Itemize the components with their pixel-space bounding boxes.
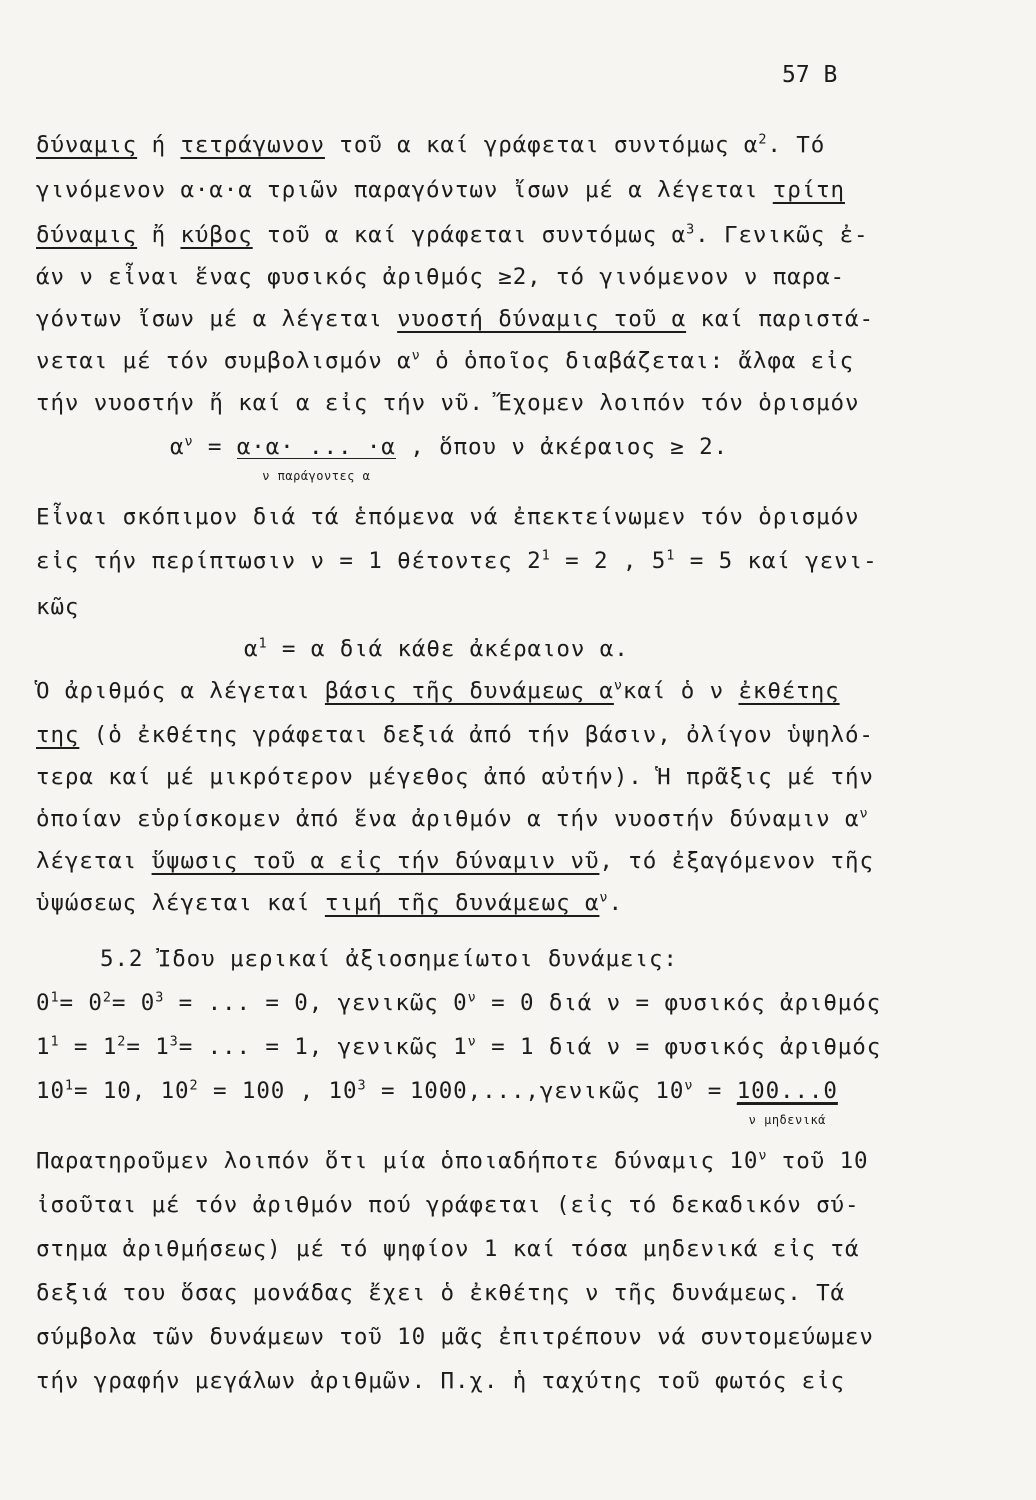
term-dynamis-2: δύναμις xyxy=(36,222,138,248)
text-line-6: νεται μέ τόν συμβολισμόν $\alpha^\nu$ ὁ ὁποῖος διαβάζεται: ἄλφα εἰς xyxy=(36,347,855,374)
text-line-25: στημα ἀριθμήσεως) μέ τό ψηφίον 1 καί τόσα μηδενικά εἰς τά xyxy=(36,1236,860,1262)
text-line-2: γινόμενον α·α·α τριῶν παραγόντων ἴσων μέ α λέγεται τρίτη xyxy=(36,177,845,203)
text-line-24: ἰσοῦται μέ τόν ἀριθμόν πού γράφεται (εἰς τό δεκαδικόν σύ- xyxy=(36,1192,860,1218)
underbrace-factors: α·α· ... ·α ν παράγοντες α xyxy=(237,432,396,462)
term-tis: της xyxy=(36,722,80,748)
term-kyvos: κύβος xyxy=(180,222,253,248)
powers-of-zero: $0^1= 0^2= 0^3$ = ... = 0, γενικῶς $0^\nu = 0$ διά ν = φυσικός ἀριθμός xyxy=(36,989,882,1016)
text-line-13: Ὁ ἀριθμός α λέγεται βάσις τῆς δυνάμεως $\alpha^\nu\kappa\alpha ί$ ὁ ν ἐκθέτης xyxy=(36,677,840,704)
powers-of-ten: $10^1= 10$, $10^2 = 100$ , $10^3$ = 1000,...,γενικῶς $10^\nu = 100...0$ ν μηδενικά xyxy=(36,1076,1000,1106)
powers-of-one: $1^1 = 1^2= 1^3=$ ... = 1, γενικῶς $1^\nu = 1$ διά ν = φυσικός ἀριθμός xyxy=(36,1033,882,1060)
formula-definition: $\alpha^\nu = \alpha\cdot\alpha\cdot$ ... ·α ν παράγοντες α , ὅπου ν ἀκέραιος ≥ 2. xyxy=(170,432,970,462)
text-line-23: Παρατηροῦμεν λοιπόν ὅτι μία ὁποιαδήποτε δύναμις $10^\nu$ τοῦ 10 xyxy=(36,1147,869,1174)
text-line-17: λέγεται ὕψωσις τοῦ α εἰς τήν δύναμιν νῦ, τό ἐξαγόμενον τῆς xyxy=(36,848,874,874)
text-line-11: κῶς xyxy=(36,594,80,620)
text-line-4: άν ν εἶναι ἕνας φυσικός ἀριθμός ≥2, τό γινόμενον ν παρα- xyxy=(36,264,845,290)
term-timi: τιμή τῆς δυνάμεως α xyxy=(324,890,600,916)
formula-a-one: $\alpha^1 = \alpha$ διά κάθε ἀκέραιον α. xyxy=(244,635,629,662)
text-line-15: τερα καί μέ μικρότερον μέγεθος ἀπό αὐτήν). Ἡ πρᾶξις μέ τήν xyxy=(36,764,874,790)
term-ekthetis: ἐκθέτης xyxy=(738,678,840,704)
underbrace-zeros: 100...0 ν μηδενικά xyxy=(737,1076,838,1106)
text-line-27: σύμβολα τῶν δυνάμεων τοῦ 10 μᾶς ἐπιτρέπουν νά συντομεύωμεν xyxy=(36,1324,874,1350)
text-line-26: δεξιά του ὅσας μονάδας ἔχει ὁ ἐκθέτης ν τῆς δυνάμεως. Τά xyxy=(36,1280,845,1306)
term-triti: τρίτη xyxy=(772,177,845,203)
text-line-5: γόντων ἴσων μέ α λέγεται νυοστή δύναμις τοῦ α καί παριστά- xyxy=(36,306,874,332)
term-vasis: βάσις τῆς δυνάμεως α xyxy=(324,678,614,704)
underbrace-label: ν παράγοντες α xyxy=(237,458,396,491)
text-line-14: της (ὁ ἐκθέτης γράφεται δεξιά ἀπό τήν βάσιν, ὀλίγον ὑψηλό- xyxy=(36,722,874,748)
text-line-18: ὑψώσεως λέγεται καί τιμή τῆς δυνάμεως $\alpha^\nu$. xyxy=(36,889,623,916)
page-number: 57 B xyxy=(782,62,838,88)
term-nyosti-dynamis: νυοστή δύναμις τοῦ α xyxy=(397,306,687,332)
text-line-28: τήν γραφήν μεγάλων ἀριθμῶν. Π.χ. ἡ ταχύτης τοῦ φωτός εἰς xyxy=(36,1368,845,1394)
text-line-7: τήν νυοστήν ἤ καί α εἰς τήν νῦ. Ἔχομεν λοιπόν τόν ὁρισμόν xyxy=(36,390,860,416)
term-ypsosis: ὕψωσις τοῦ α εἰς τήν δύναμιν νῦ xyxy=(151,848,600,874)
text-line-10: εἰς τήν περίπτωσιν ν = 1 θέτοντες $2^1 = 2$ , $5^1 = 5$ καί γενι- xyxy=(36,547,878,574)
term-dynamis: δύναμις xyxy=(36,132,138,158)
text-line-1: δύναμις ή τετράγωνον τοῦ α καί γράφεται συντόμως $\alpha^2$. Τό xyxy=(36,131,826,158)
text-line-9: Εἶναι σκόπιμον διά τά ἑπόμενα νά ἐπεκτείνωμεν τόν ὁρισμόν xyxy=(36,504,860,530)
text-line-16: ὁποίαν εὑρίσκομεν ἀπό ἕνα ἀριθμόν α τήν νυοστήν δύναμιν $\alpha^\nu$ xyxy=(36,805,869,832)
section-5-2-heading: 5.2 Ἰδου μερικαί ἀξιοσημείωτοι δυνάμεις: xyxy=(100,946,678,972)
term-tetragonon: τετράγωνον xyxy=(180,132,325,158)
text-line-3: δύναμις ἤ κύβος τοῦ α καί γράφεται συντόμως $\alpha^3$. Γενικῶς ἐ- xyxy=(36,221,869,248)
underbrace-zeros-label: ν μηδενικά xyxy=(737,1102,838,1135)
